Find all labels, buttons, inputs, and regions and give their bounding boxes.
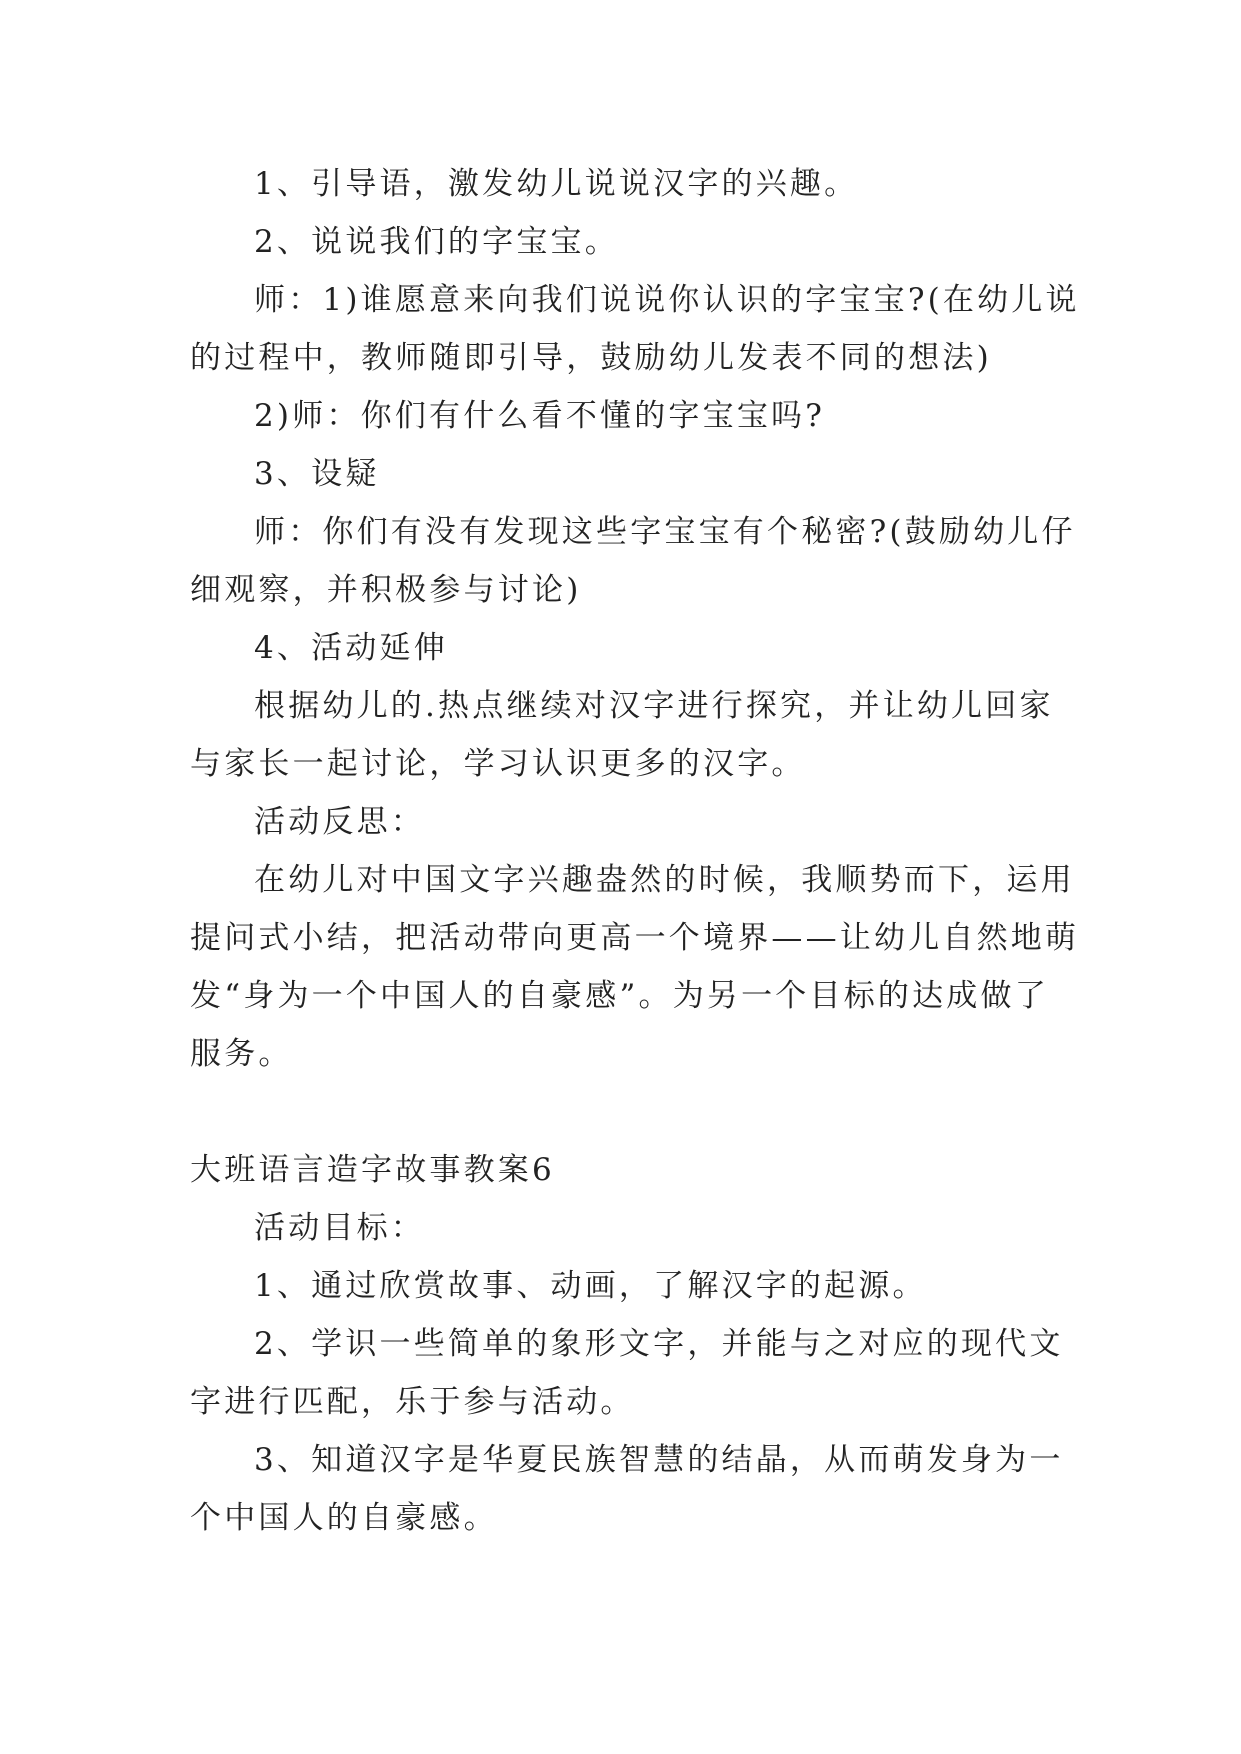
paragraph-line: 活动目标： — [254, 1210, 425, 1246]
paragraph-line: 字进行匹配，乐于参与活动。 — [190, 1384, 635, 1420]
paragraph-line: 师：1)谁愿意来向我们说说你认识的字宝宝?(在幼儿说 — [254, 282, 1080, 318]
paragraph-line: 3、设疑 — [254, 456, 380, 492]
paragraph-line: 根据幼儿的.热点继续对汉字进行探究，并让幼儿回家 — [254, 688, 1054, 724]
paragraph-line: 在幼儿对中国文字兴趣盎然的时候，我顺势而下，运用 — [254, 862, 1075, 898]
paragraph-line: 个中国人的自豪感。 — [190, 1500, 498, 1536]
paragraph-line: 4、活动延伸 — [254, 630, 448, 666]
paragraph-line: 1、通过欣赏故事、动画，了解汉字的起源。 — [254, 1268, 927, 1304]
paragraph-line: 发“身为一个中国人的自豪感”。为另一个目标的达成做了 — [190, 978, 1049, 1014]
paragraph-line: 2、说说我们的字宝宝。 — [254, 224, 619, 260]
paragraph-line: 细观察，并积极参与讨论) — [190, 572, 582, 608]
paragraph-line: 提问式小结，把活动带向更高一个境界——让幼儿自然地萌 — [190, 920, 1080, 956]
paragraph-line: 2)师：你们有什么看不懂的字宝宝吗? — [254, 398, 826, 434]
paragraph-line: 1、引导语，激发幼儿说说汉字的兴趣。 — [254, 166, 859, 202]
paragraph-line: 2、学识一些简单的象形文字，并能与之对应的现代文 — [254, 1326, 1064, 1362]
paragraph-line: 3、知道汉字是华夏民族智慧的结晶，从而萌发身为一 — [254, 1442, 1064, 1478]
paragraph-line: 师：你们有没有发现这些字宝宝有个秘密?(鼓励幼儿仔 — [254, 514, 1076, 550]
paragraph-line: 与家长一起讨论，学习认识更多的汉字。 — [190, 746, 806, 782]
paragraph-line: 的过程中，教师随即引导，鼓励幼儿发表不同的想法) — [190, 340, 992, 376]
paragraph-line: 活动反思： — [254, 804, 425, 840]
paragraph-line: 服务。 — [190, 1036, 293, 1072]
section-title: 大班语言造字故事教案6 — [190, 1152, 555, 1188]
